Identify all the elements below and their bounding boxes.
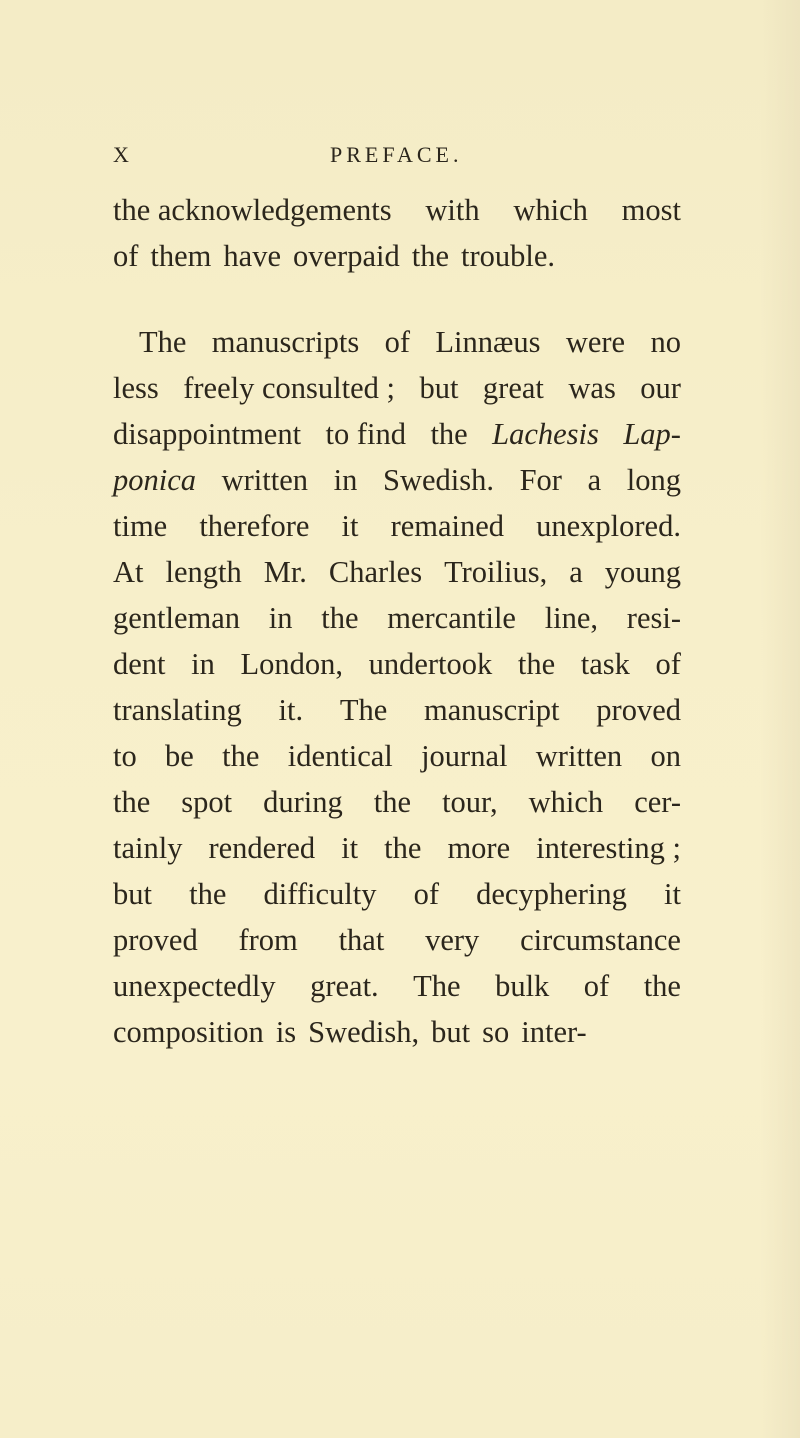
word: tour, xyxy=(442,785,498,819)
word: the xyxy=(373,785,412,819)
word: great xyxy=(482,371,544,405)
page-number: X xyxy=(113,142,132,167)
word: tainly xyxy=(113,831,183,865)
text-line xyxy=(113,917,681,963)
word: during xyxy=(263,785,343,819)
word: less xyxy=(113,371,159,405)
word: is xyxy=(275,1015,297,1049)
word: Mr. xyxy=(263,555,307,589)
word: interesting ; xyxy=(536,831,681,865)
word: manuscript xyxy=(424,693,560,727)
word: The xyxy=(139,325,187,359)
italic-word: ponica xyxy=(113,463,197,497)
word: the xyxy=(113,785,151,819)
word: in xyxy=(333,463,358,497)
word: the acknowledgements xyxy=(113,193,392,227)
word: were xyxy=(565,325,626,359)
word: translating xyxy=(113,693,242,727)
paragraph xyxy=(113,319,681,1055)
word: but xyxy=(113,877,152,911)
text-line xyxy=(113,963,681,1009)
running-head xyxy=(113,142,673,172)
word: bulk xyxy=(495,969,550,1003)
word: the xyxy=(189,877,227,911)
word: proved xyxy=(113,923,198,957)
word: undertook xyxy=(368,647,493,681)
paragraph-gap xyxy=(113,279,681,319)
word: written xyxy=(221,463,309,497)
word: have xyxy=(223,239,281,273)
word: on xyxy=(650,739,681,773)
running-title: PREFACE. xyxy=(330,142,463,167)
word: difficulty xyxy=(263,877,377,911)
word: of xyxy=(113,239,139,273)
text-line xyxy=(113,187,681,233)
word: the xyxy=(321,601,359,635)
text-line xyxy=(113,825,681,871)
word: them xyxy=(150,239,212,273)
word: length xyxy=(165,555,242,589)
word: it xyxy=(664,877,681,911)
word: it. xyxy=(278,693,304,727)
word: cer- xyxy=(634,785,681,819)
word: time xyxy=(113,509,168,543)
word: circumstance xyxy=(520,923,681,957)
word: unexpectedly xyxy=(113,969,276,1003)
word: journal xyxy=(421,739,508,773)
word: task xyxy=(580,647,630,681)
word: but xyxy=(431,1015,471,1049)
word: rendered xyxy=(208,831,316,865)
word: the xyxy=(411,239,449,273)
word: Swedish, xyxy=(308,1015,420,1049)
text-line xyxy=(113,595,681,641)
page-edge-shade xyxy=(760,0,800,1438)
word: very xyxy=(425,923,480,957)
word: gentleman xyxy=(113,601,241,635)
text-line xyxy=(113,871,681,917)
word: For xyxy=(519,463,562,497)
text-line xyxy=(113,549,681,595)
word: resi- xyxy=(626,601,681,635)
word: our xyxy=(640,371,681,405)
word: mercantile xyxy=(387,601,516,635)
word: unexplored. xyxy=(536,509,681,543)
word: great. xyxy=(310,969,379,1003)
word: composition xyxy=(113,1015,264,1049)
word: to find xyxy=(325,417,406,451)
word: inter- xyxy=(521,1015,587,1049)
word: more xyxy=(447,831,511,865)
word: in xyxy=(191,647,215,681)
word: from xyxy=(238,923,298,957)
text-line xyxy=(113,365,681,411)
word: disappointment xyxy=(113,417,302,451)
word: of xyxy=(413,877,439,911)
word: in xyxy=(268,601,293,635)
word: Troilius, xyxy=(444,555,548,589)
word: was xyxy=(568,371,616,405)
word: which xyxy=(528,785,604,819)
paragraph xyxy=(113,187,681,279)
word: the xyxy=(222,739,260,773)
word: so xyxy=(482,1015,510,1049)
word: young xyxy=(604,555,681,589)
word: written xyxy=(535,739,623,773)
text-line xyxy=(113,319,681,365)
word: manuscripts xyxy=(211,325,360,359)
word: trouble. xyxy=(460,239,556,273)
word: the xyxy=(384,831,422,865)
italic-word: Lachesis xyxy=(492,417,599,451)
text-line xyxy=(113,733,681,779)
word: which xyxy=(513,193,588,227)
text-line xyxy=(113,233,681,279)
word: dent xyxy=(113,647,166,681)
word: long xyxy=(626,463,681,497)
word: the xyxy=(643,969,681,1003)
word: most xyxy=(621,193,681,227)
text-line xyxy=(113,687,681,733)
text-line xyxy=(113,779,681,825)
word: Charles xyxy=(328,555,423,589)
word: be xyxy=(165,739,194,773)
word: line, xyxy=(544,601,599,635)
word: of xyxy=(384,325,410,359)
word: decyphering xyxy=(476,877,627,911)
text-line xyxy=(113,411,681,457)
text-line xyxy=(113,641,681,687)
word: it xyxy=(341,831,359,865)
word: spot xyxy=(181,785,233,819)
body-text xyxy=(113,187,681,1055)
word: At xyxy=(113,555,144,589)
word: with xyxy=(425,193,480,227)
word: remained xyxy=(390,509,505,543)
word: a xyxy=(587,463,602,497)
word: Linnæus xyxy=(435,325,541,359)
word: proved xyxy=(596,693,681,727)
word: therefore xyxy=(199,509,310,543)
word: identical xyxy=(287,739,393,773)
word: of xyxy=(655,647,681,681)
word: The xyxy=(413,969,461,1003)
word: Swedish. xyxy=(382,463,494,497)
word: overpaid xyxy=(293,239,400,273)
word: the xyxy=(517,647,556,681)
word: but xyxy=(419,371,459,405)
word: London, xyxy=(240,647,343,681)
word: the xyxy=(430,417,468,451)
italic-word: Lap- xyxy=(623,417,681,451)
word: it xyxy=(341,509,359,543)
word: that xyxy=(338,923,385,957)
word: no xyxy=(650,325,681,359)
text-line xyxy=(113,503,681,549)
word: of xyxy=(583,969,610,1003)
text-line xyxy=(113,457,681,503)
word: to xyxy=(113,739,137,773)
text-line xyxy=(113,1009,681,1055)
word: a xyxy=(569,555,583,589)
word: freely consulted ; xyxy=(183,371,395,405)
word: The xyxy=(339,693,388,727)
